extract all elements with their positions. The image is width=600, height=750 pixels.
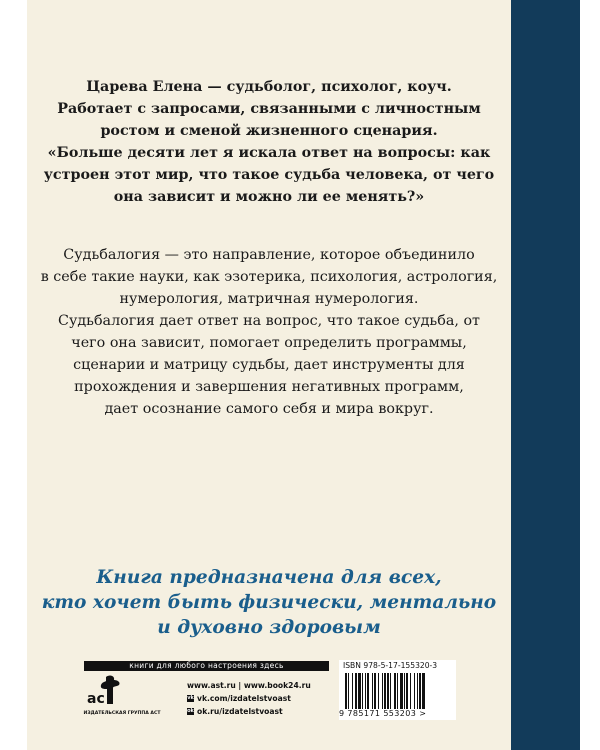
description-line: нумерология, матричная нумерология.	[119, 291, 419, 307]
author-line: Работает с запросами, связанными с личностным	[57, 101, 481, 117]
isbn-block	[339, 660, 456, 720]
barcode-bar	[400, 673, 403, 709]
ok-row	[187, 705, 311, 718]
author-line: Царева Елена — судьболог, психолог, коуч.	[86, 79, 452, 95]
description-line: сценарии и матрицу судьбы, дает инструменты для	[73, 357, 465, 373]
barcode-bar	[367, 673, 369, 709]
sites-link[interactable]: www.ast.ru | www.book24.ru	[187, 681, 311, 690]
book-description	[27, 244, 511, 420]
vk-link[interactable]: vk.com/izdatelstvoast	[197, 694, 291, 703]
description-line: чего она зависит, помогает определить программы,	[71, 335, 467, 351]
ok-link[interactable]: ok.ru/izdatelstvoast	[197, 707, 283, 716]
barcode	[345, 673, 451, 709]
logo-text: ac	[87, 691, 105, 707]
ast-logo-icon	[86, 674, 130, 708]
description-line: прохождения и завершения негативных программ,	[74, 379, 464, 395]
barcode-bar	[355, 673, 357, 709]
publisher-links	[187, 679, 311, 718]
author-bio	[27, 76, 511, 208]
barcode-bar	[362, 673, 363, 709]
barcode-bar	[414, 673, 415, 709]
barcode-bar	[394, 673, 396, 709]
barcode-bar	[374, 673, 376, 709]
barcode-bar	[365, 673, 366, 709]
tagline-line: и духовно здоровым	[157, 617, 381, 638]
barcode-bar	[390, 673, 391, 709]
barcode-bar	[387, 673, 389, 709]
barcode-bar	[345, 673, 347, 709]
description-line: в себе такие науки, как эзотерика, психология, астрология,	[40, 269, 498, 285]
barcode-bar	[378, 673, 379, 709]
sites-row	[187, 679, 311, 692]
barcode-digits: 9 785171 553203 >	[339, 709, 427, 718]
barcode-bar	[358, 673, 361, 709]
description-line: Судьбалогия — это направление, которое объединило	[63, 247, 475, 263]
isbn-label: ISBN 978-5-17-155320-3	[343, 661, 438, 670]
author-quote-line: «Больше десяти лет я искала ответ на вопросы: как	[47, 145, 491, 161]
barcode-bar	[384, 673, 386, 709]
barcode-bar	[410, 673, 411, 709]
tagline	[27, 565, 511, 640]
publisher-slogan: книги для любого настроения здесь	[84, 661, 329, 671]
publisher-name: ИЗДАТЕЛЬСКАЯ ГРУППА АСТ	[83, 711, 161, 716]
vk-row	[187, 692, 311, 705]
barcode-bar	[404, 673, 405, 709]
book-spine	[511, 0, 580, 750]
barcode-bar	[372, 673, 373, 709]
barcode-bar	[348, 673, 349, 709]
ast-logo	[86, 674, 130, 708]
barcode-bar	[382, 673, 383, 709]
author-quote-line: она зависит и можно ли ее менять?»	[113, 189, 425, 205]
barcode-bar	[417, 673, 418, 709]
barcode-bar	[422, 673, 425, 709]
tagline-line: Книга предназначена для всех,	[96, 567, 442, 588]
barcode-bar	[406, 673, 408, 709]
vk-icon: vk	[187, 695, 194, 701]
description-line: дает осознание самого себя и мира вокруг.	[104, 401, 434, 417]
author-line: ростом и сменой жизненного сценария.	[100, 123, 438, 139]
author-quote-line: устроен этот мир, что такое судьба человека, от чего	[43, 167, 495, 183]
tagline-line: кто хочет быть физически, ментально	[41, 592, 497, 613]
barcode-bar	[419, 673, 421, 709]
barcode-bar	[352, 673, 353, 709]
barcode-bar	[397, 673, 398, 709]
ok-icon: ok	[187, 708, 194, 714]
description-line: Судьбалогия дает ответ на вопрос, что такое судьба, от	[58, 313, 480, 329]
